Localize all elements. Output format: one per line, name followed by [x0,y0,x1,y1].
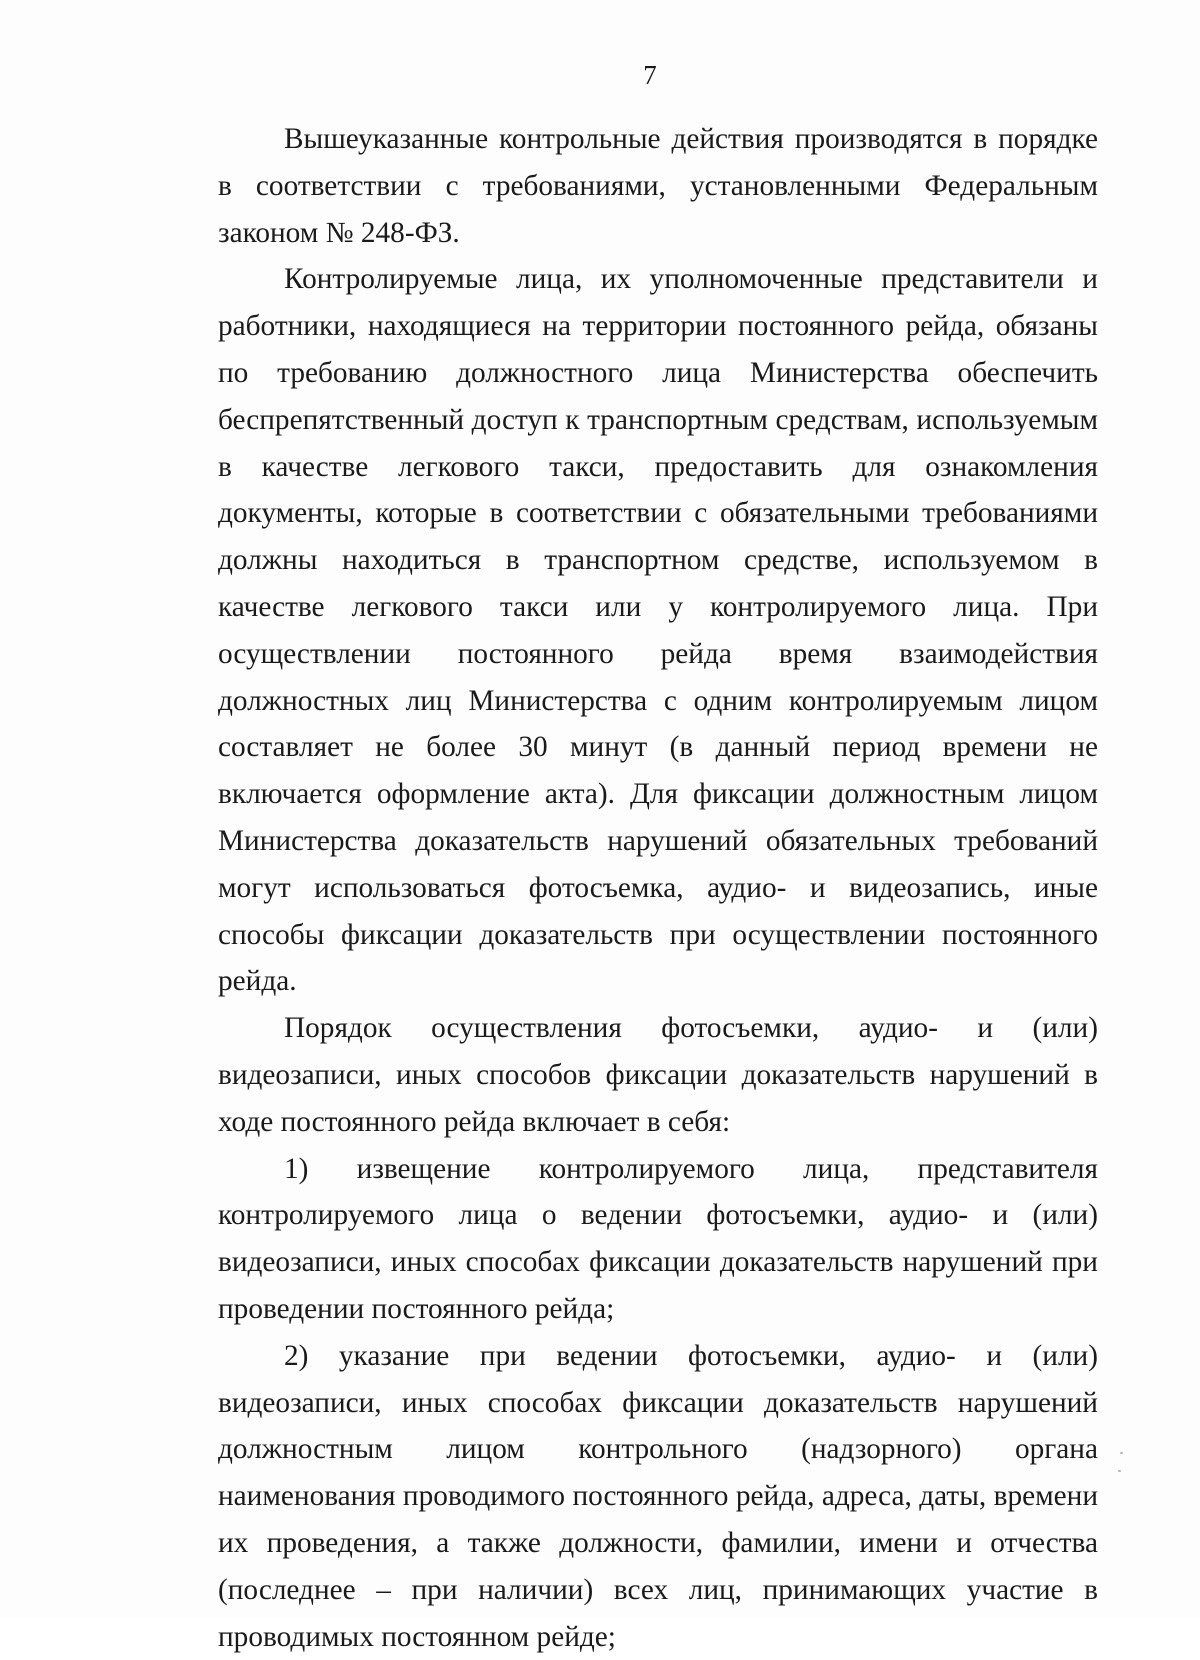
paragraph-fixation-procedure: Порядок осуществления фотосъемки, аудио- и (или) видеозаписи, иных способов фиксации доказательств нарушений в ходе постоянного рейда включает в себя: [218,1012,1098,1138]
scan-artifact [1120,1452,1123,1454]
paragraph-intro: Вышеуказанные контрольные действия производятся в порядке в соответствии с требованиями, установленными Федеральным законом № 248-ФЗ. [218,123,1098,249]
list-item-1: 1) извещение контролируемого лица, представителя контролируемого лица о ведении фотосъемки, аудио- и (или) видеозаписи, иных способах фиксации доказательств нарушений при проведении постоянного рейда; [218,1152,1098,1325]
paragraph-controlled-persons: Контролируемые лица, их уполномоченные представители и работники, находящиеся на территории постоянного рейда, обязаны по требованию должностного лица Министерства обеспечить беспрепятственный доступ к транспортным средствам, используемым в качестве легкового такси, предоставить для ознакомления документы, которые в соответствии с обязательными требованиями должны находиться в транспортном средстве, используемом в качестве легкового такси или у контролируемого лица. При осуществлении постоянного рейда время взаимодействия должностных лиц Министерства с одним контролируемым лицом составляет не более 30 минут (в данный период времени не включается оформление акта). Для фиксации должностным лицом Министерства доказательств нарушений обязательных требований могут использоваться фотосъемка, аудио- и видеозапись, иные способы фиксации доказательств при осуществлении постоянного рейда. [218,263,1098,998]
scan-artifact [1118,1470,1121,1472]
list-item-2: 2) указание при ведении фотосъемки, аудио- и (или) видеозаписи, иных способах фиксации доказательств нарушений должностным лицом контрольного (надзорного) органа наименования проводимого постоянного рейда, адреса, даты, времени их проведения, а также должности, фамилии, имени и отчества (последнее – при наличии) всех лиц, принимающих участие в проводимых постоянном рейде; [218,1339,1098,1653]
document-body [218,116,1098,1660]
page-number: 7 [643,60,657,90]
